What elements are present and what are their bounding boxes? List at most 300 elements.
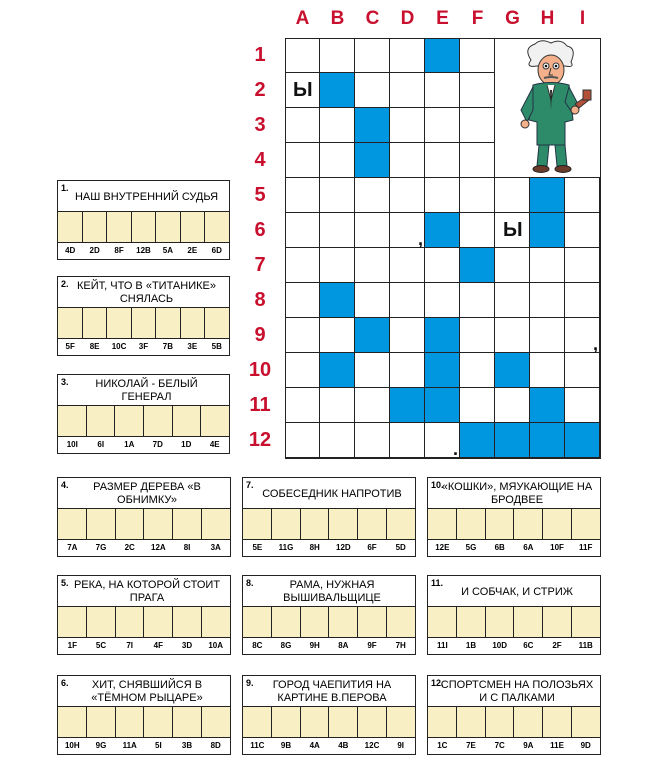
answer-box[interactable] [272, 607, 301, 637]
answer-box[interactable] [58, 509, 87, 539]
row-label-12: 12 [248, 429, 272, 451]
answer-boxes [428, 706, 600, 738]
grid-cell-B8 [320, 283, 355, 318]
grid-cell-G5[interactable] [495, 178, 530, 213]
grid-cell-I8[interactable] [565, 283, 600, 318]
cell-code: 11G [278, 543, 294, 552]
grid-cell-F11[interactable] [460, 388, 495, 423]
answer-box[interactable] [116, 707, 145, 737]
row-label-9: 9 [254, 324, 266, 346]
clue-panel-6 [57, 675, 231, 755]
grid-cell-B5[interactable] [320, 178, 355, 213]
grid-cell-E8[interactable] [425, 283, 460, 318]
answer-boxes [58, 508, 230, 540]
grid-cell-E4[interactable] [425, 143, 460, 178]
cell-codes [428, 738, 600, 754]
answer-box[interactable] [572, 707, 600, 737]
cell-code: 11B [578, 641, 593, 650]
answer-box[interactable] [201, 406, 229, 436]
clue-text: СОБЕСЕДНИК НАПРОТИВ [262, 487, 402, 500]
answer-box[interactable] [107, 308, 132, 338]
cell-code: 6D [211, 246, 222, 255]
row-label-2: 2 [254, 79, 266, 101]
cell-code: 12C [364, 741, 380, 750]
cell-code: 1B [465, 641, 477, 650]
cell-code: 5G [465, 543, 477, 552]
answer-box[interactable] [87, 406, 116, 436]
clue-number: 5. [61, 578, 69, 588]
cell-code: 8D [210, 741, 221, 750]
grid-cell-F4[interactable] [460, 143, 495, 178]
answer-boxes [58, 706, 230, 738]
answer-boxes [243, 606, 415, 638]
clue-text: ГОРОД ЧАЕПИТИЯ НА КАРТИНЕ В.ПЕРОВА [272, 679, 392, 704]
answer-box[interactable] [58, 607, 87, 637]
clue-text: РАЗМЕР ДЕРЕВА «В ОБНИМКУ» [93, 481, 201, 506]
cell-code: 10H [64, 741, 80, 750]
answer-box[interactable] [87, 607, 116, 637]
answer-box[interactable] [358, 509, 387, 539]
cell-code: 6A [523, 543, 534, 552]
cell-code: 1F [67, 641, 77, 650]
grid-cell-G9[interactable] [495, 318, 530, 353]
cell-code: 9B [280, 741, 292, 750]
cell-code: 12E [435, 543, 450, 552]
grid-cell-A10[interactable] [285, 353, 320, 388]
answer-box[interactable] [173, 707, 202, 737]
grid-cell-B9[interactable] [320, 318, 355, 353]
grid-cell-I12 [565, 423, 600, 458]
answer-box[interactable] [115, 406, 144, 436]
row-label-8: 8 [254, 289, 266, 311]
answer-box[interactable] [243, 509, 272, 539]
cell-code: 4A [309, 741, 320, 750]
grid-cell-I5[interactable] [565, 178, 600, 213]
answer-box[interactable] [486, 607, 515, 637]
cell-code: 9A [523, 741, 534, 750]
answer-boxes [428, 508, 600, 540]
cell-code: 11I [436, 641, 448, 650]
grid-cell-B7[interactable] [320, 248, 355, 283]
answer-box[interactable] [457, 607, 486, 637]
cell-code: 3D [181, 641, 193, 650]
answer-box[interactable] [428, 707, 457, 737]
cell-punctuation: , [418, 229, 424, 249]
answer-box[interactable] [181, 212, 206, 242]
answer-box[interactable] [301, 707, 330, 737]
cell-code: 9H [309, 641, 320, 650]
grid-cell-A5[interactable] [285, 178, 320, 213]
cell-codes [58, 243, 229, 259]
clue-text: СПОРТСМЕН НА ПОЛОЗЬЯХ И С ПАЛКАМИ [440, 679, 594, 704]
grid-cell-E6 [425, 213, 460, 248]
clue-text: КЕЙТ, ЧТО В «ТИТАНИКЕ» СНЯЛАСЬ [77, 280, 216, 305]
grid-cell-A6[interactable] [285, 213, 320, 248]
grid-cell-C10[interactable] [355, 353, 390, 388]
grid-cell-C6[interactable] [355, 213, 390, 248]
grid-cell-D3[interactable] [390, 108, 425, 143]
answer-box[interactable] [572, 509, 600, 539]
grid-cell-B4[interactable] [320, 143, 355, 178]
answer-box[interactable] [181, 308, 206, 338]
clue-panel-12 [427, 675, 601, 755]
grid-cell-H7[interactable] [530, 248, 565, 283]
answer-box[interactable] [202, 607, 230, 637]
grid-cell-D2[interactable] [390, 73, 425, 108]
clue-number: 12. [431, 678, 444, 688]
grid-cell-A12[interactable] [285, 423, 320, 458]
column-label-G: G [505, 8, 520, 29]
clue-text: ХИТ, СНЯВШИЙСЯ В «ТЁМНОМ РЫЦАРЕ» [91, 679, 203, 704]
cell-code: 5F [65, 342, 75, 351]
row-label-5: 5 [254, 184, 266, 206]
answer-box[interactable] [428, 607, 457, 637]
grid-cell-E1 [425, 38, 460, 73]
column-label-A: A [295, 8, 310, 29]
grid-cell-D8[interactable] [390, 283, 425, 318]
answer-box[interactable] [173, 406, 202, 436]
cell-punctuation: , [593, 334, 599, 354]
clue-panel-2 [57, 276, 230, 356]
column-label-I: I [579, 8, 586, 29]
answer-box[interactable] [272, 509, 301, 539]
grid-cell-A8[interactable] [285, 283, 320, 318]
answer-boxes [243, 706, 415, 738]
cell-codes [243, 638, 415, 654]
cell-code: 7B [162, 342, 174, 351]
answer-box[interactable] [87, 707, 116, 737]
clue-number: 6. [61, 678, 69, 688]
column-label-B: B [330, 8, 345, 29]
cell-codes [243, 738, 415, 754]
grid-cell-C7[interactable] [355, 248, 390, 283]
grid-cell-B3[interactable] [320, 108, 355, 143]
answer-box[interactable] [387, 607, 415, 637]
answer-box[interactable] [202, 509, 230, 539]
answer-box[interactable] [107, 212, 132, 242]
answer-box[interactable] [272, 707, 301, 737]
grid-cell-E9 [425, 318, 460, 353]
cell-code: 5D [395, 543, 406, 552]
cell-letter: Ы [503, 219, 523, 241]
cell-code: 11F [579, 543, 593, 552]
grid-cell-H8[interactable] [530, 283, 565, 318]
grid-cell-F10[interactable] [460, 353, 495, 388]
grid-cell-E2[interactable] [425, 73, 460, 108]
cell-codes [58, 437, 229, 453]
answer-box[interactable] [144, 509, 173, 539]
answer-box[interactable] [543, 607, 572, 637]
grid-cell-A9[interactable] [285, 318, 320, 353]
answer-box[interactable] [58, 707, 87, 737]
grid-cell-F9[interactable] [460, 318, 495, 353]
grid-cell-H11 [530, 388, 565, 423]
grid-cell-A4[interactable] [285, 143, 320, 178]
grid-cell-D12[interactable] [390, 423, 425, 458]
answer-box[interactable] [83, 308, 108, 338]
answer-box[interactable] [116, 509, 145, 539]
answer-box[interactable] [173, 509, 202, 539]
grid-cell-C1[interactable] [355, 38, 390, 73]
answer-box[interactable] [457, 509, 486, 539]
grid-cell-G7[interactable] [495, 248, 530, 283]
answer-box[interactable] [486, 707, 515, 737]
cell-code: 10D [492, 641, 508, 650]
answer-box[interactable] [329, 607, 358, 637]
cell-code: 6B [494, 543, 505, 552]
cell-code: 12A [151, 543, 166, 552]
cell-code: 2D [89, 246, 100, 255]
cell-code: 8F [114, 246, 124, 255]
grid-cell-C5[interactable] [355, 178, 390, 213]
answer-box[interactable] [87, 509, 116, 539]
cell-code: 1C [437, 741, 448, 750]
clue-number: 11. [431, 578, 444, 588]
cell-code: 8G [280, 641, 292, 650]
grid-cell-G10 [495, 353, 530, 388]
cell-code: 8H [309, 543, 320, 552]
cell-code: 7E [466, 741, 476, 750]
grid-cell-I10[interactable] [565, 353, 600, 388]
cell-code: 5B [211, 342, 222, 351]
clue-panel-3 [57, 374, 230, 454]
answer-box[interactable] [358, 707, 387, 737]
grid-cell-H10[interactable] [530, 353, 565, 388]
cell-code: 10A [208, 641, 224, 650]
grid-cell-I6[interactable] [565, 213, 600, 248]
grid-cell-I11[interactable] [565, 388, 600, 423]
answer-box[interactable] [514, 607, 543, 637]
cell-code: 4F [153, 641, 164, 650]
answer-box[interactable] [514, 707, 543, 737]
clue-number: 4. [61, 480, 69, 490]
grid-cell-C2[interactable] [355, 73, 390, 108]
grid-cell-A3[interactable] [285, 108, 320, 143]
answer-box[interactable] [301, 607, 330, 637]
clue-text: И СОБЧАК, И СТРИЖ [461, 585, 573, 598]
cell-code: 7G [95, 543, 107, 552]
cell-letter: Ы [293, 79, 313, 101]
cell-code: 8C [252, 641, 263, 650]
cell-code: 7C [494, 741, 505, 750]
grid-cell-H5 [530, 178, 565, 213]
answer-box[interactable] [514, 509, 543, 539]
row-label-1: 1 [254, 44, 266, 66]
answer-box[interactable] [205, 308, 229, 338]
answer-box[interactable] [387, 509, 415, 539]
row-label-4: 4 [254, 149, 266, 171]
cell-codes [428, 638, 600, 654]
grid-cell-I7[interactable] [565, 248, 600, 283]
grid-cell-F1[interactable] [460, 38, 495, 73]
clue-number: 9. [246, 678, 254, 688]
answer-box[interactable] [202, 707, 230, 737]
grid-cell-H9[interactable] [530, 318, 565, 353]
answer-box[interactable] [329, 509, 358, 539]
answer-box[interactable] [132, 212, 157, 242]
grid-cell-F6[interactable] [460, 213, 495, 248]
grid-cell-C8[interactable] [355, 283, 390, 318]
clue-text: НИКОЛАЙ - БЕЛЫЙ ГЕНЕРАЛ [95, 378, 198, 403]
cell-code: 2C [124, 543, 135, 552]
cell-code: 7H [395, 641, 406, 650]
cell-code: 7I [126, 641, 134, 650]
grid-cell-C4 [355, 143, 390, 178]
cell-code: 11A [122, 741, 137, 750]
grid-cell-E3[interactable] [425, 108, 460, 143]
grid-cell-B12[interactable] [320, 423, 355, 458]
grid-cell-A11[interactable] [285, 388, 320, 423]
grid-cell-F12 [460, 423, 495, 458]
grid-cell-D4[interactable] [390, 143, 425, 178]
clue-text: РЕКА, НА КОТОРОЙ СТОИТ ПРАГА [73, 579, 221, 604]
grid-cell-B1[interactable] [320, 38, 355, 73]
answer-box[interactable] [428, 509, 457, 539]
cell-codes [58, 738, 230, 754]
clue-text: РАМА, НУЖНАЯ ВЫШИВАЛЬЩИЦЕ [283, 579, 381, 604]
grid-cell-H6 [530, 213, 565, 248]
answer-box[interactable] [58, 212, 83, 242]
grid-cell-F7 [460, 248, 495, 283]
answer-boxes [58, 307, 229, 339]
grid-cell-E7[interactable] [425, 248, 460, 283]
cell-code: 2E [187, 246, 198, 255]
grid-cell-C12[interactable] [355, 423, 390, 458]
clue-panel-9 [242, 675, 416, 755]
answer-box[interactable] [156, 212, 181, 242]
answer-box[interactable] [486, 509, 515, 539]
answer-box[interactable] [329, 707, 358, 737]
grid-cell-A1[interactable] [285, 38, 320, 73]
clue-panel-8 [242, 575, 416, 655]
grid-cell-E5[interactable] [425, 178, 460, 213]
answer-box[interactable] [83, 212, 108, 242]
cell-code: 3A [210, 543, 221, 552]
cell-code: 8A [338, 641, 349, 650]
cell-codes [58, 638, 230, 654]
cell-code: 5C [95, 641, 107, 650]
grid-cell-D9[interactable] [390, 318, 425, 353]
cell-code: 8I [183, 543, 191, 552]
clue-number: 8. [246, 578, 254, 588]
clue-number: 1. [61, 183, 69, 193]
cell-code: 10C [111, 342, 127, 351]
answer-box[interactable] [58, 406, 87, 436]
clue-number: 10. [431, 480, 444, 490]
cell-code: 7A [67, 543, 78, 552]
clue-number: 7. [246, 480, 254, 490]
cell-code: 6F [367, 543, 377, 552]
answer-boxes [243, 508, 415, 540]
grid-cell-D10[interactable] [390, 353, 425, 388]
row-label-10: 10 [248, 359, 272, 381]
grid-cell-C9 [355, 318, 390, 353]
grid-cell-F3[interactable] [460, 108, 495, 143]
grid-cell-D1[interactable] [390, 38, 425, 73]
answer-box[interactable] [301, 509, 330, 539]
answer-box[interactable] [173, 607, 202, 637]
cell-code: 5A [162, 246, 174, 255]
answer-box[interactable] [457, 707, 486, 737]
cell-code: 5E [252, 543, 263, 552]
clue-panel-5 [57, 575, 231, 655]
answer-boxes [58, 606, 230, 638]
cell-code: 5I [155, 741, 162, 750]
answer-box[interactable] [358, 607, 387, 637]
cell-code: 4D [65, 246, 76, 255]
row-label-7: 7 [254, 254, 266, 276]
cell-codes [58, 540, 230, 556]
clue-panel-11 [427, 575, 601, 655]
cell-code: 9F [367, 641, 377, 650]
grid-cell-G11[interactable] [495, 388, 530, 423]
grid-cell-H12 [530, 423, 565, 458]
answer-box[interactable] [58, 308, 83, 338]
answer-box[interactable] [144, 707, 173, 737]
cell-code: 4B [338, 741, 349, 750]
grid-cell-A7[interactable] [285, 248, 320, 283]
grid-cell-B6[interactable] [320, 213, 355, 248]
grid-cell-B2 [320, 73, 355, 108]
cell-code: 6I [97, 440, 105, 449]
answer-box[interactable] [543, 509, 572, 539]
answer-box[interactable] [243, 607, 272, 637]
grid-cell-B11[interactable] [320, 388, 355, 423]
answer-boxes [58, 211, 229, 243]
cell-code: 10F [550, 543, 564, 552]
cell-code: 7D [152, 440, 163, 449]
row-label-11: 11 [249, 394, 271, 416]
column-label-C: C [365, 8, 380, 29]
grid-cell-D11 [390, 388, 425, 423]
grid-cell-F8[interactable] [460, 283, 495, 318]
column-label-F: F [471, 8, 484, 29]
grid-cell-D7[interactable] [390, 248, 425, 283]
clue-panel-10 [427, 477, 601, 557]
cell-code: 1A [124, 440, 135, 449]
grid-cell-G12 [495, 423, 530, 458]
grid-cell-C3 [355, 108, 390, 143]
grid-cell-D5[interactable] [390, 178, 425, 213]
answer-box[interactable] [144, 406, 173, 436]
clue-text: «КОШКИ», МЯУКАЮЩИЕ НА БРОДВЕЕ [441, 481, 593, 506]
cell-code: 10I [66, 440, 78, 449]
cell-code: 3F [138, 342, 149, 351]
row-label-3: 3 [254, 114, 266, 136]
grid-cell-F5[interactable] [460, 178, 495, 213]
answer-box[interactable] [132, 308, 157, 338]
answer-box[interactable] [387, 707, 415, 737]
grid-cell-F2[interactable] [460, 73, 495, 108]
cell-code: 1D [181, 440, 192, 449]
column-label-E: E [436, 8, 449, 29]
answer-box[interactable] [243, 707, 272, 737]
cell-code: 12B [136, 246, 151, 255]
answer-box[interactable] [144, 607, 173, 637]
grid-cell-B10 [320, 353, 355, 388]
answer-box[interactable] [205, 212, 229, 242]
grid-cell-G8[interactable] [495, 283, 530, 318]
answer-box[interactable] [572, 607, 600, 637]
cell-code: 11E [550, 741, 564, 750]
answer-box[interactable] [116, 607, 145, 637]
answer-box[interactable] [156, 308, 181, 338]
answer-box[interactable] [543, 707, 572, 737]
grid-cell-E10 [425, 353, 460, 388]
cell-codes [428, 540, 600, 556]
grid-cell-C11[interactable] [355, 388, 390, 423]
clue-panel-1 [57, 180, 230, 260]
